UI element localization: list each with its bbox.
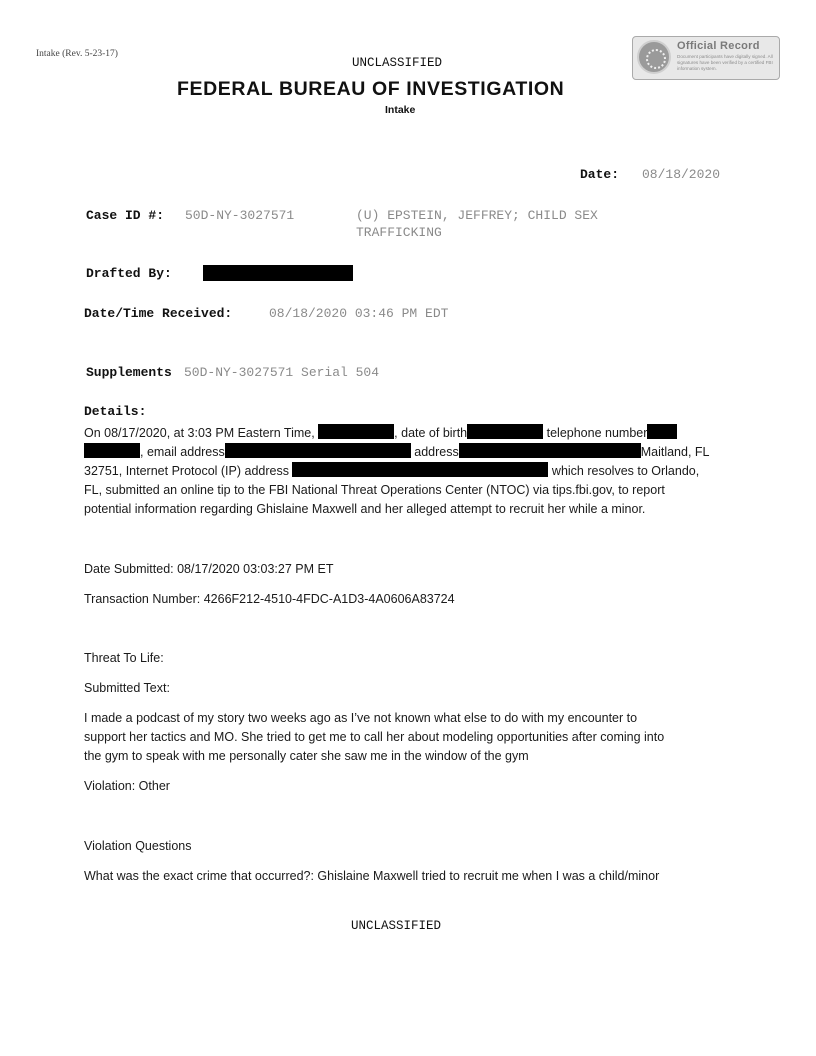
details-line-1 (84, 424, 677, 443)
drafted-by-label: Drafted By: (86, 266, 172, 281)
form-revision: Intake (Rev. 5-23-17) (36, 49, 118, 59)
classification-bottom: UNCLASSIFIED (351, 919, 442, 933)
submitted-text-line-1: I made a podcast of my story two weeks ago as I’ve not known what else to do with my encounter to (84, 711, 638, 725)
case-title-line2: TRAFFICKING (356, 225, 442, 240)
submitted-text-label: Submitted Text: (84, 681, 170, 695)
violation-questions: Violation Questions (84, 839, 192, 853)
details-text: address (410, 445, 459, 459)
submitted-text-line-2: support her tactics and MO. She tried to get me to call her about modeling opportunities after coming into (84, 730, 665, 744)
date-label: Date: (580, 167, 620, 182)
case-title-line1: (U) EPSTEIN, JEFFREY; CHILD SEX (356, 208, 598, 223)
redaction-phone (647, 424, 677, 439)
received-label: Date/Time Received: (84, 306, 233, 321)
stamp-note: Document participants have digitally signed. All signatures have been verified by a certified FBI information system. (677, 54, 773, 71)
details-text: , email address (140, 445, 225, 459)
details-label: Details: (84, 404, 147, 419)
supplements-label: Supplements (86, 365, 172, 380)
details-text: telephone number (543, 426, 648, 440)
submitted-text-line-3: the gym to speak with me personally cater she saw me in the window of the gym (84, 749, 529, 763)
details-line-2 (84, 443, 710, 462)
details-text: 32751, Internet Protocol (IP) address (84, 464, 293, 478)
details-text: On 08/17/2020, at 3:03 PM Eastern Time, (84, 426, 319, 440)
redaction-address (459, 443, 641, 458)
classification-top: UNCLASSIFIED (352, 56, 443, 70)
date-value: 08/18/2020 (642, 167, 721, 182)
redaction-dob (467, 424, 543, 439)
details-line-5: potential information regarding Ghislaine Maxwell and her alleged attempt to recruit her while a minor. (84, 502, 646, 516)
transaction-number: Transaction Number: 4266F212-4510-4FDC-A1D3-4A0606A83724 (84, 592, 455, 606)
agency-title: FEDERAL BUREAU OF INVESTIGATION (177, 78, 565, 100)
violation: Violation: Other (84, 779, 170, 793)
case-id-label: Case ID #: (86, 208, 165, 223)
violation-answer: What was the exact crime that occurred?: Ghislaine Maxwell tried to recruit me when I was a child/minor (84, 869, 660, 883)
details-text: which resolves to Orlando, (548, 464, 700, 478)
redaction-phone-cont (84, 443, 140, 458)
official-record-stamp (632, 36, 780, 80)
redaction-ip (292, 462, 548, 477)
details-text: , date of birth (394, 426, 468, 440)
case-id-value: 50D-NY-3027571 (185, 208, 295, 223)
redaction-drafted-by (203, 265, 353, 281)
fbi-seal-icon (637, 40, 671, 74)
received-value: 08/18/2020 03:46 PM EDT (269, 306, 449, 321)
threat-to-life: Threat To Life: (84, 651, 164, 665)
details-line-4: FL, submitted an online tip to the FBI National Threat Operations Center (NTOC) via tips.fbi.gov, to report (84, 483, 665, 497)
details-text: Maitland, FL (640, 445, 710, 459)
stamp-title: Official Record (677, 40, 760, 52)
date-submitted: Date Submitted: 08/17/2020 03:03:27 PM ET (84, 562, 334, 576)
details-line-3 (84, 462, 699, 481)
form-type: Intake (385, 104, 416, 116)
redaction-name (318, 424, 394, 439)
redaction-email (225, 443, 411, 458)
supplements-value: 50D-NY-3027571 Serial 504 (184, 365, 380, 380)
